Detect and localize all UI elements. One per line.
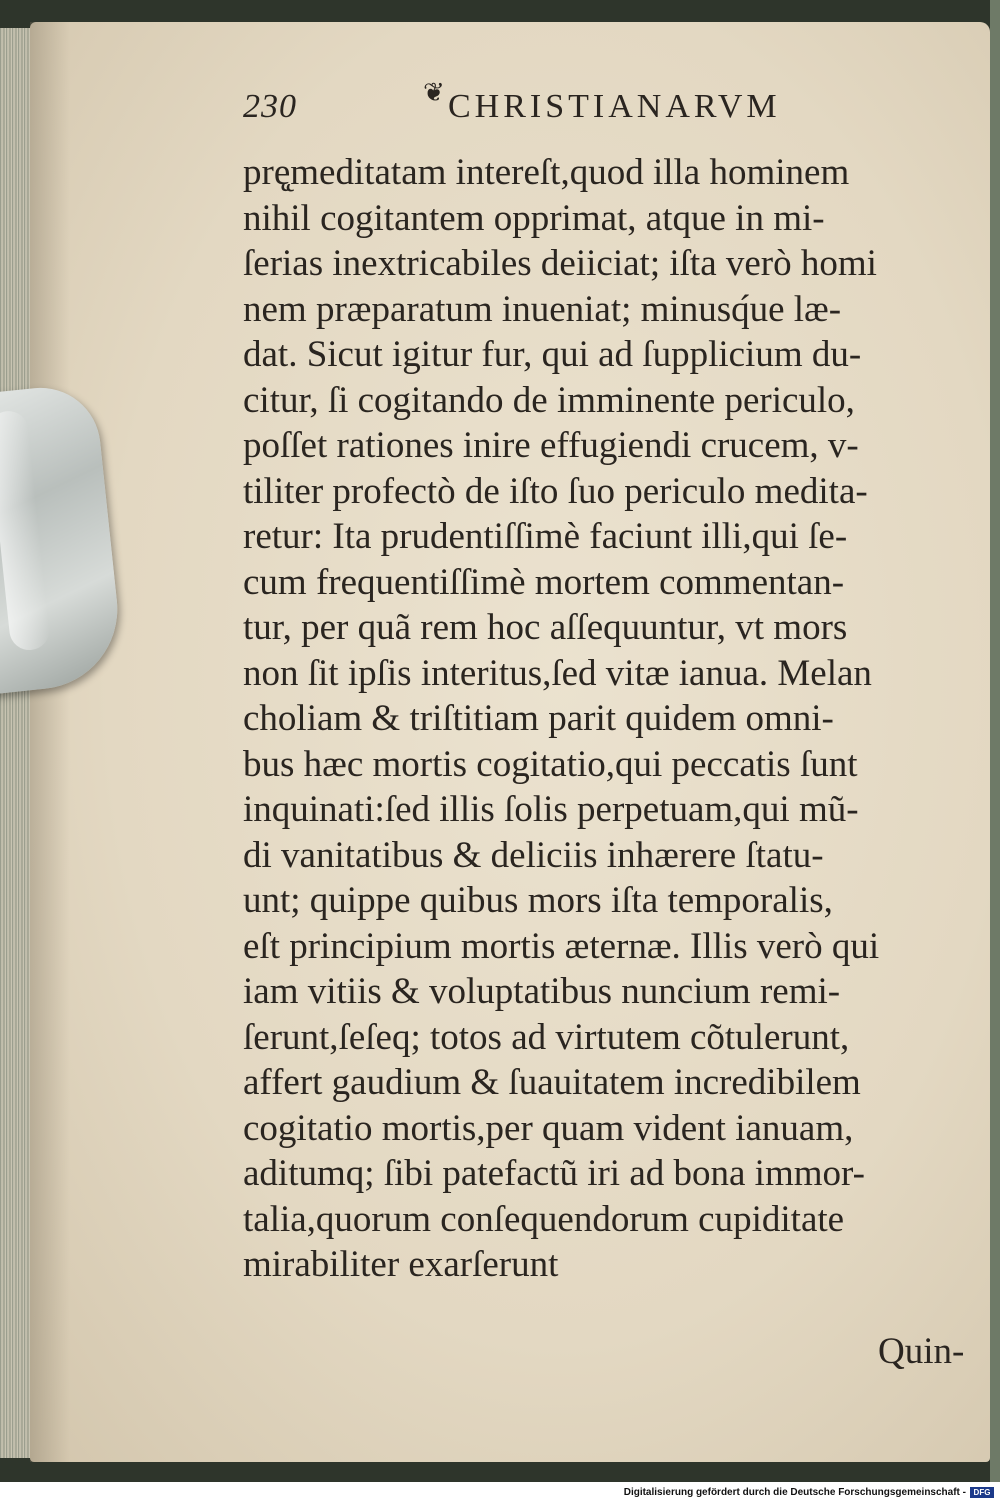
text-line: cum frequentiſſimè mortem commentan- xyxy=(243,561,845,603)
text-line: mirabiliter exarſerunt xyxy=(243,1244,559,1285)
text-line: ſerias inextricabiles deiiciat; iſta verò homi xyxy=(243,243,877,284)
running-head: CHRISTIANARVM xyxy=(448,88,781,125)
text-line: non ſit ipſis interitus,ſed vitæ ianua. Melan xyxy=(243,652,872,694)
text-line: citur, ſi cogitando de imminente periculo, xyxy=(243,379,855,421)
text-line: bus hæc mortis cogitatio,qui peccatis ſunt xyxy=(243,743,858,785)
text-line: dat. Sicut igitur fur, qui ad ſupplicium du- xyxy=(243,334,862,375)
text-line: cogitatio mortis,per quam vident ianuam, xyxy=(243,1107,854,1149)
text-line: poſſet rationes inire effugiendi crucem, v- xyxy=(243,425,859,466)
text-line: aditumq; ſibi patefactũ iri ad bona immor- xyxy=(243,1153,865,1194)
gutter-shadow xyxy=(30,22,70,1462)
dfg-logo: DFG xyxy=(970,1487,994,1498)
catchword: Quin- xyxy=(878,1331,965,1372)
text-line: unt; quippe quibus mors iſta temporalis, xyxy=(243,880,833,921)
page-number: 230 xyxy=(243,88,297,125)
text-line: iam vitiis & voluptatibus nuncium remi- xyxy=(243,971,841,1012)
text-line: affert gaudium & ſuauitatem incredibilem xyxy=(243,1062,861,1103)
text-line: prę̨meditatam intereſt,quod illa hominem xyxy=(243,152,850,193)
text-line: di vanitatibus & deliciis inhærere ſtatu- xyxy=(243,834,824,876)
text-line: choliam & triſtitiam parit quidem omni- xyxy=(243,698,834,739)
text-line: tiliter profectò de iſto ſuo periculo medita- xyxy=(243,470,868,512)
text-line: nem præparatum inueniat; minusq́ue læ- xyxy=(243,288,842,330)
text-line: tur, per quã rem hoc aſſequuntur, vt mors xyxy=(243,607,848,648)
text-line: talia,quorum conſequendorum cupiditate xyxy=(243,1198,845,1240)
text-line: retur: Ita prudentiſſimè faciunt illi,qui ſe- xyxy=(243,516,848,557)
funding-credit: Digitalisierung gefördert durch die Deutsche Forschungsgemeinschaft - xyxy=(623,1487,966,1498)
text-line: ſerunt,ſeſeq; totos ad virtutem cõtulerunt, xyxy=(243,1016,850,1058)
body-text xyxy=(243,150,983,1288)
fleuron-ornament: ❦ xyxy=(423,78,445,107)
scan-border xyxy=(990,0,1000,1482)
text-line: nihil cogitantem opprimat, atque in mi- xyxy=(243,197,825,239)
text-line: inquinati:ſed illis ſolis perpetuam,qui mũ- xyxy=(243,789,859,830)
text-line: eſt principium mortis æternæ. Illis verò qui xyxy=(243,925,880,967)
